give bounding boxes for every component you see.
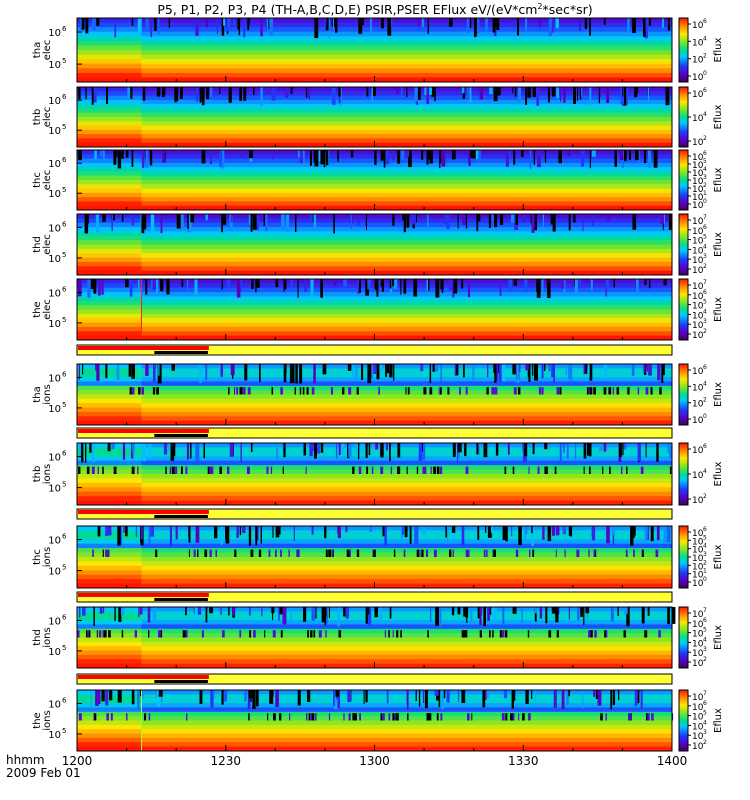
colorbar-tick-label: 10 xyxy=(692,446,704,456)
chart-title: P5, P1, P2, P3, P4 (TH-A,B,C,D,E) PSIR,PSER EFlux $eV/(eV*cm^2*\sec*sr)$ xyxy=(157,2,593,18)
colorbar-tick-label: 10 xyxy=(692,702,704,713)
colorbar-tick-label: 10 xyxy=(692,562,704,573)
y-tick-exponent: 6 xyxy=(62,532,67,541)
y-tick-label: 10 xyxy=(48,288,61,300)
colorbar-tick-label: 10 xyxy=(692,399,704,410)
colorbar-label: Eflux xyxy=(713,297,724,322)
colorbar-tick-exponent: 2 xyxy=(703,182,707,189)
colorbar-tick-exponent: 4 xyxy=(703,542,707,550)
colorbar-label: Eflux xyxy=(713,544,724,570)
colorbar-label: Eflux xyxy=(713,167,724,193)
y-tick-exponent: 5 xyxy=(62,643,67,652)
colorbar-tick-label: 10 xyxy=(692,742,704,752)
panel-species-label: elec xyxy=(42,106,53,128)
colorbar-tick-label: 10 xyxy=(692,416,704,426)
panel-the-ions xyxy=(32,690,724,752)
panel-probe-label: thb xyxy=(32,108,43,126)
colorbar-tick-exponent: 6 xyxy=(703,699,707,707)
colorbar-label: Eflux xyxy=(713,104,724,130)
colorbar-tick-label: 10 xyxy=(692,529,704,539)
colorbar-tick-exponent: 6 xyxy=(703,288,707,296)
colorbar-tick-exponent: 4 xyxy=(703,636,707,644)
colorbar-tick-label: 10 xyxy=(692,246,704,257)
colorbar-tick-exponent: 7 xyxy=(703,690,707,697)
colorbar xyxy=(679,150,688,210)
colorbar-tick-exponent: 5 xyxy=(703,158,707,165)
colorbar-tick-exponent: 6 xyxy=(703,526,707,533)
colorbar-tick-exponent: 2 xyxy=(703,739,707,746)
colorbar-tick-label: 10 xyxy=(692,537,704,548)
colorbar-tick-exponent: 2 xyxy=(703,493,707,500)
colorbar-tick-label: 10 xyxy=(692,367,704,377)
colorbar-tick-exponent: 4 xyxy=(703,243,707,251)
status-bar-red xyxy=(78,346,209,350)
colorbar-tick-label: 10 xyxy=(692,722,704,733)
panel-probe-label: thc xyxy=(32,549,43,565)
y-tick-label: 10 xyxy=(48,616,61,628)
colorbar-tick-label: 10 xyxy=(692,266,704,276)
panel-tha-ions xyxy=(32,364,724,426)
colorbar-tick-exponent: 2 xyxy=(703,52,707,60)
colorbar-tick-exponent: 0 xyxy=(703,576,707,583)
status-bar-thd-ions xyxy=(77,674,672,684)
y-tick-label: 10 xyxy=(48,159,61,171)
y-tick-exponent: 5 xyxy=(62,123,67,132)
panel-probe-label: the xyxy=(32,712,43,729)
colorbar-tick-exponent: 5 xyxy=(703,298,707,306)
time-tick-label: 1230 xyxy=(210,754,242,768)
colorbar-tick-label: 10 xyxy=(692,193,704,203)
colorbar-tick-exponent: 4 xyxy=(703,380,707,388)
y-tick-label: 10 xyxy=(48,253,61,265)
y-tick-label: 10 xyxy=(48,535,61,547)
colorbar-tick-exponent: 4 xyxy=(703,468,707,475)
colorbar-tick-label: 10 xyxy=(692,471,704,481)
colorbar-tick-exponent: 6 xyxy=(703,616,707,624)
y-tick-exponent: 5 xyxy=(62,186,67,195)
colorbar-tick-exponent: 3 xyxy=(703,318,707,326)
colorbar-tick-exponent: 6 xyxy=(703,443,707,450)
colorbar-tick-exponent: 3 xyxy=(703,174,707,181)
colorbar-tick-exponent: 2 xyxy=(703,135,707,142)
colorbar-tick-label: 10 xyxy=(692,138,704,148)
panel-species-label: ions xyxy=(42,627,53,648)
status-bar-black xyxy=(154,434,208,437)
time-tick-label: 1200 xyxy=(61,754,93,768)
colorbar-tick-label: 10 xyxy=(692,201,704,211)
colorbar-tick-exponent: 4 xyxy=(703,35,707,43)
y-tick-label: 10 xyxy=(48,699,61,711)
y-tick-label: 10 xyxy=(48,566,61,578)
colorbar-label: Eflux xyxy=(713,625,724,650)
colorbar-tick-label: 10 xyxy=(692,55,704,66)
panel-species-label: ions xyxy=(42,546,53,568)
y-tick-label: 10 xyxy=(48,126,61,138)
y-tick-exponent: 5 xyxy=(62,250,67,259)
colorbar-tick-label: 10 xyxy=(692,90,704,100)
colorbar-tick-label: 10 xyxy=(692,321,704,332)
colorbar-tick-exponent: 5 xyxy=(703,233,707,241)
time-axis-date: 2009 Feb 01 xyxy=(6,766,81,780)
panel-species-label: elec xyxy=(42,234,53,255)
y-tick-label: 10 xyxy=(48,483,61,495)
colorbar-tick-exponent: 5 xyxy=(703,534,707,542)
y-tick-exponent: 6 xyxy=(62,285,67,294)
y-tick-label: 10 xyxy=(48,403,61,415)
panel-thb-ions xyxy=(32,443,724,506)
status-bar-the-elec xyxy=(77,345,672,355)
y-tick-exponent: 6 xyxy=(62,220,67,229)
y-tick-label: 10 xyxy=(48,452,61,464)
panel-species-label: ions xyxy=(42,710,53,731)
colorbar-tick-label: 10 xyxy=(692,610,704,620)
y-tick-label: 10 xyxy=(48,189,61,201)
status-bar-black xyxy=(154,351,208,354)
time-axis xyxy=(62,754,688,768)
colorbar-tick-exponent: 2 xyxy=(703,328,707,335)
colorbar-tick-label: 10 xyxy=(692,649,704,660)
panel-thc-elec xyxy=(32,150,724,211)
colorbar-tick-exponent: 0 xyxy=(703,413,707,420)
y-tick-exponent: 6 xyxy=(62,696,67,705)
colorbar-tick-label: 10 xyxy=(692,185,704,195)
colorbar-tick-exponent: 4 xyxy=(703,719,707,727)
colorbar-label: Eflux xyxy=(713,708,724,733)
panel-probe-label: tha xyxy=(32,386,43,403)
colorbar-tick-label: 10 xyxy=(692,712,704,723)
colorbar-tick-label: 10 xyxy=(692,177,704,187)
status-bar-red xyxy=(78,510,209,514)
y-tick-exponent: 5 xyxy=(62,563,67,572)
colorbar-tick-exponent: 1 xyxy=(703,190,707,197)
panel-probe-label: the xyxy=(32,301,43,318)
y-tick-label: 10 xyxy=(48,60,61,72)
colorbar-tick-label: 10 xyxy=(692,570,704,581)
colorbar-tick-label: 10 xyxy=(692,554,704,564)
colorbar-tick-exponent: 5 xyxy=(703,709,707,717)
y-tick-label: 10 xyxy=(48,646,61,658)
colorbar-tick-label: 10 xyxy=(692,383,704,394)
panel-species-label: elec xyxy=(42,169,53,191)
y-tick-label: 10 xyxy=(48,729,61,741)
time-axis-unit: hhmm xyxy=(6,753,45,767)
status-bar-red xyxy=(78,593,209,597)
colorbar-tick-exponent: 2 xyxy=(703,396,707,404)
colorbar-tick-exponent: 4 xyxy=(703,166,707,173)
y-tick-exponent: 6 xyxy=(62,156,67,165)
y-tick-label: 10 xyxy=(48,96,61,108)
colorbar-tick-exponent: 2 xyxy=(703,656,707,663)
colorbar-tick-label: 10 xyxy=(692,301,704,312)
time-tick-label: 1400 xyxy=(656,754,688,768)
colorbar-tick-exponent: 3 xyxy=(703,551,707,558)
colorbar-tick-exponent: 2 xyxy=(703,559,707,567)
colorbar-label: Eflux xyxy=(713,232,724,257)
panel-species-label: elec xyxy=(42,299,53,320)
status-bar-tha-ions xyxy=(77,428,672,438)
panel-the-elec xyxy=(32,279,724,341)
colorbar-tick-label: 10 xyxy=(692,256,704,267)
colorbar xyxy=(679,607,688,668)
y-tick-exponent: 6 xyxy=(62,449,67,458)
colorbar-label: Eflux xyxy=(713,37,724,63)
status-bar-black xyxy=(154,598,208,601)
colorbar-tick-label: 10 xyxy=(692,331,704,341)
colorbar xyxy=(679,87,688,147)
panel-probe-label: thd xyxy=(32,629,43,646)
panel-tha-elec xyxy=(32,18,724,83)
y-tick-exponent: 6 xyxy=(62,613,67,622)
y-tick-label: 10 xyxy=(48,28,61,40)
colorbar xyxy=(679,18,688,82)
colorbar-tick-exponent: 0 xyxy=(703,70,707,77)
colorbar-tick-label: 10 xyxy=(692,38,704,49)
status-bar-thc-ions xyxy=(77,592,672,602)
colorbar-tick-label: 10 xyxy=(692,639,704,650)
y-tick-label: 10 xyxy=(48,373,61,385)
y-tick-exponent: 6 xyxy=(62,93,67,102)
y-tick-exponent: 5 xyxy=(62,400,67,409)
y-tick-exponent: 5 xyxy=(62,480,67,489)
colorbar-tick-label: 10 xyxy=(692,73,704,83)
y-tick-label: 10 xyxy=(48,318,61,330)
colorbar-tick-exponent: 1 xyxy=(703,567,707,575)
y-tick-label: 10 xyxy=(48,223,61,235)
colorbar-tick-label: 10 xyxy=(692,169,704,179)
panel-probe-label: tha xyxy=(32,41,43,59)
panel-probe-label: thb xyxy=(32,465,43,483)
y-tick-exponent: 6 xyxy=(62,25,67,34)
panel-species-label: ions xyxy=(42,463,53,485)
y-tick-exponent: 5 xyxy=(62,315,67,324)
colorbar-tick-exponent: 3 xyxy=(703,729,707,737)
colorbar-label: Eflux xyxy=(713,382,724,407)
colorbar-tick-label: 10 xyxy=(692,579,704,589)
colorbar-tick-exponent: 0 xyxy=(703,198,707,205)
colorbar xyxy=(679,526,688,588)
panel-thd-ions xyxy=(32,607,724,669)
colorbar-tick-exponent: 6 xyxy=(703,150,707,157)
colorbar-tick-exponent: 3 xyxy=(703,646,707,654)
colorbar-tick-label: 10 xyxy=(692,226,704,237)
colorbar-tick-exponent: 4 xyxy=(703,111,707,118)
colorbar-tick-label: 10 xyxy=(692,291,704,302)
colorbar-tick-exponent: 7 xyxy=(703,607,707,614)
colorbar xyxy=(679,443,688,505)
colorbar xyxy=(679,214,688,275)
colorbar-tick-label: 10 xyxy=(692,545,704,556)
colorbar-tick-exponent: 5 xyxy=(703,626,707,634)
colorbar-tick-label: 10 xyxy=(692,619,704,630)
colorbar-tick-label: 10 xyxy=(692,629,704,640)
panel-thc-ions xyxy=(32,526,724,589)
colorbar-tick-label: 10 xyxy=(692,153,704,163)
time-axis-label xyxy=(6,754,81,780)
colorbar xyxy=(679,690,688,751)
y-tick-exponent: 6 xyxy=(62,370,67,379)
colorbar-tick-label: 10 xyxy=(692,161,704,171)
status-bar-red xyxy=(78,429,209,433)
panel-probe-label: thc xyxy=(32,172,43,188)
colorbar-tick-label: 10 xyxy=(692,282,704,292)
colorbar-tick-label: 10 xyxy=(692,732,704,743)
colorbar-tick-exponent: 7 xyxy=(703,279,707,286)
colorbar-tick-label: 10 xyxy=(692,114,704,124)
colorbar-tick-exponent: 3 xyxy=(703,253,707,261)
colorbar-tick-exponent: 6 xyxy=(703,18,707,25)
colorbar-tick-label: 10 xyxy=(692,659,704,669)
colorbar-tick-exponent: 2 xyxy=(703,263,707,270)
colorbar xyxy=(679,279,688,340)
status-bar-red xyxy=(78,675,209,679)
status-bar-black xyxy=(154,680,208,683)
colorbar-tick-exponent: 7 xyxy=(703,214,707,221)
time-tick-label: 1300 xyxy=(359,754,390,768)
colorbar-tick-exponent: 4 xyxy=(703,308,707,316)
colorbar-tick-label: 10 xyxy=(692,496,704,506)
y-tick-exponent: 5 xyxy=(62,57,67,66)
panel-thd-elec xyxy=(32,214,724,276)
colorbar-tick-exponent: 6 xyxy=(703,223,707,231)
colorbar xyxy=(679,364,688,425)
colorbar-tick-exponent: 6 xyxy=(703,364,707,371)
colorbar-tick-exponent: 6 xyxy=(703,87,707,94)
colorbar-tick-label: 10 xyxy=(692,693,704,703)
colorbar-tick-label: 10 xyxy=(692,236,704,247)
time-tick-label: 1330 xyxy=(508,754,539,768)
colorbar-tick-label: 10 xyxy=(692,21,704,31)
panel-thb-elec xyxy=(32,87,724,148)
status-bar-black xyxy=(154,515,208,518)
y-tick-exponent: 5 xyxy=(62,726,67,735)
colorbar-tick-label: 10 xyxy=(692,217,704,227)
colorbar-label: Eflux xyxy=(713,461,724,487)
status-bar-thb-ions xyxy=(77,509,672,519)
panel-probe-label: thd xyxy=(32,236,43,253)
colorbar-tick-label: 10 xyxy=(692,311,704,322)
panel-species-label: ions xyxy=(42,384,53,405)
panel-species-label: elec xyxy=(42,39,53,61)
